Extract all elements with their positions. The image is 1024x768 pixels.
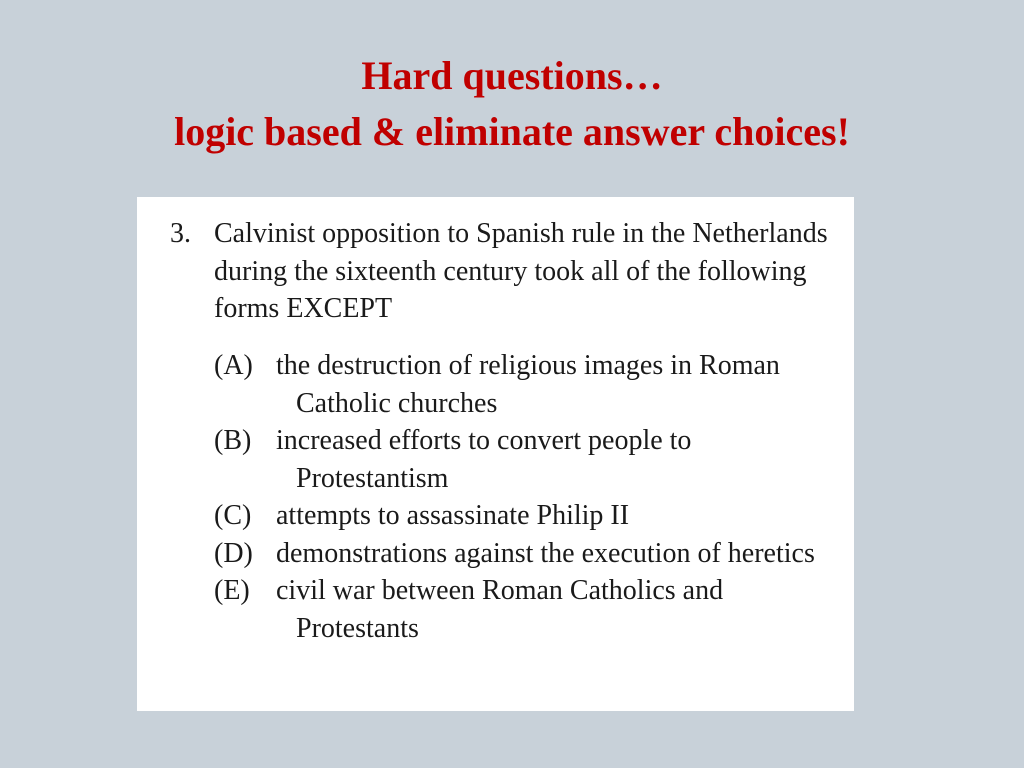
slide-title-line-1: Hard questions… <box>361 53 663 98</box>
choice-letter: (D) <box>214 537 253 569</box>
question-text: Calvinist opposition to Spanish rule in the Netherlands during the sixteenth century took all of the following forms EXCEPT <box>214 218 828 324</box>
choice-text: the destruction of religious images in Roman Catholic churches <box>276 350 780 419</box>
choice-letter: (C) <box>214 500 252 531</box>
slide-title-line-2: logic based & eliminate answer choices! <box>174 109 850 154</box>
choice-text: increased efforts to convert people to Protestantism <box>276 425 692 494</box>
answer-choices <box>214 347 844 647</box>
answer-choice-d <box>214 535 844 573</box>
question-stem <box>170 215 840 328</box>
answer-choice-a <box>214 347 844 422</box>
question-card <box>137 197 854 711</box>
choice-letter: (A) <box>214 350 253 381</box>
choice-text: civil war between Roman Catholics and Protestants <box>276 575 724 644</box>
answer-choice-c <box>214 497 844 535</box>
choice-letter: (E) <box>214 575 250 606</box>
choice-text: demonstrations against the execution of heretics <box>276 537 815 569</box>
question-number: 3. <box>170 218 191 249</box>
slide-title <box>0 48 1024 160</box>
answer-choice-b <box>214 422 844 497</box>
answer-choice-e <box>214 572 844 647</box>
choice-text: attempts to assassinate Philip II <box>276 500 630 531</box>
choice-letter: (B) <box>214 425 252 456</box>
